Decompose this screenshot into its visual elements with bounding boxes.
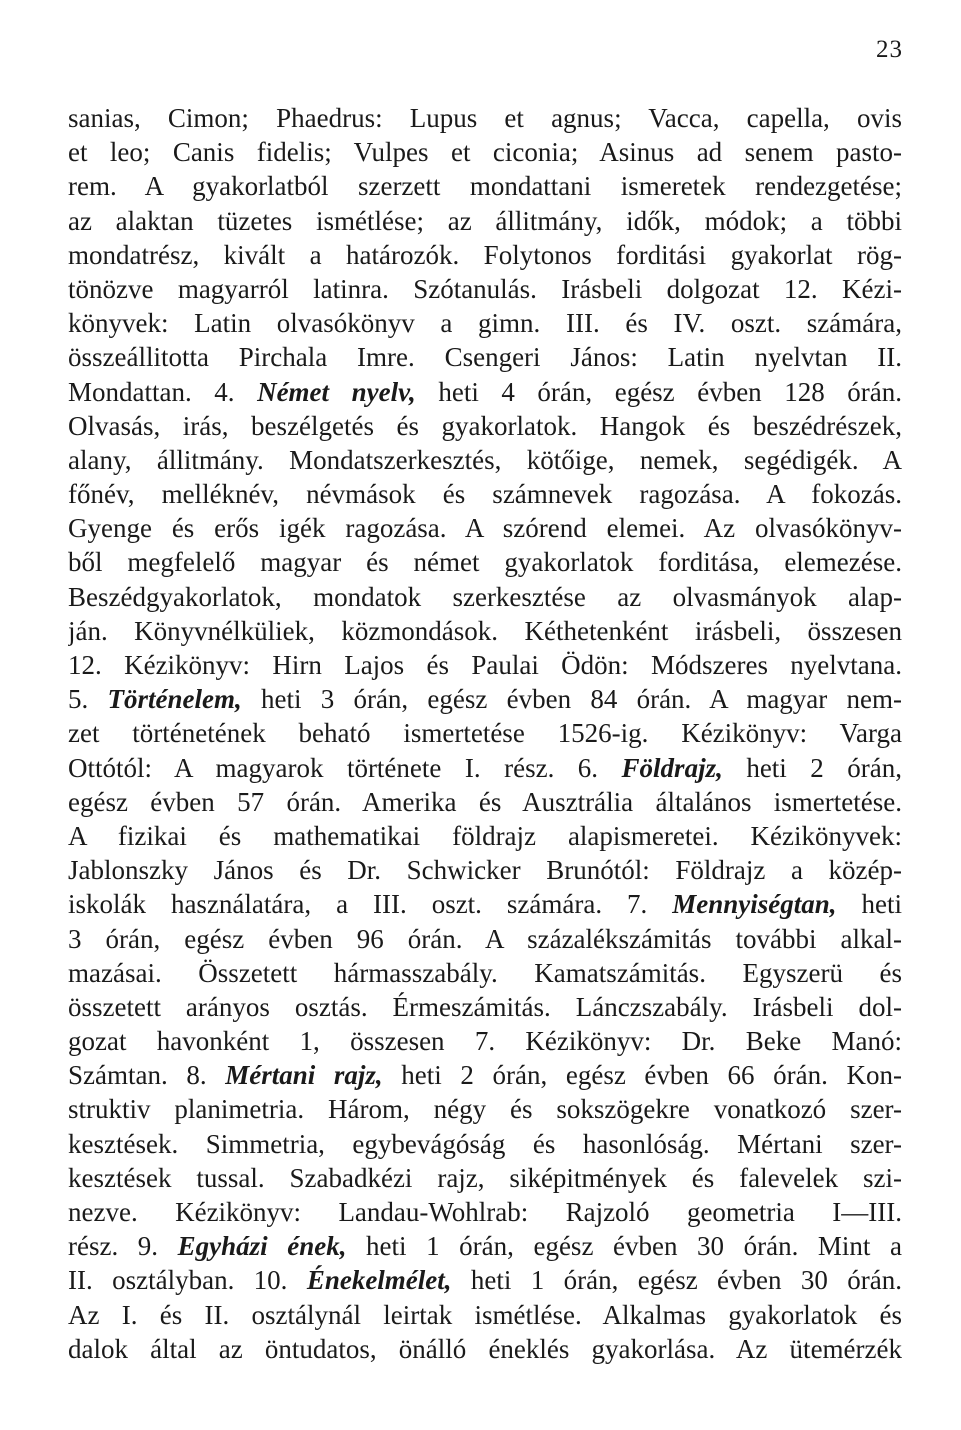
text-run: heti 2 órán, egész évben 66 órán. Kon-	[382, 1060, 902, 1091]
text-run: heti 1 órán, egész évben 30 órán. Mint a	[346, 1231, 902, 1262]
text-run: heti 3 órán, egész évben 84 órán. A magyar nem-	[241, 684, 902, 715]
text-line	[68, 716, 902, 750]
text-run: struktiv planimetria. Három, négy és sokszögekre vonatkozó szer-	[68, 1094, 902, 1125]
subject-heading: Egyházi ének,	[177, 1231, 347, 1262]
text-line	[68, 1024, 902, 1058]
text-run: könyvek: Latin olvasókönyv a gimn. III. és IV. oszt. számára,	[68, 308, 902, 339]
text-run: heti 4 órán, egész évben 128 órán.	[415, 376, 902, 407]
text-line	[68, 443, 902, 477]
text-run: Olvasás, irás, beszélgetés és gyakorlatok. Hangok és beszédrészek,	[68, 410, 902, 441]
text-line	[68, 306, 902, 340]
subject-heading: Német nyelv,	[257, 376, 416, 407]
text-line	[68, 1092, 902, 1126]
text-run: et leo; Canis fidelis; Vulpes et ciconia; Asinus ad senem pasto-	[68, 137, 902, 168]
text-run: egész évben 57 órán. Amerika és Ausztrália általános ismertetése.	[68, 786, 902, 817]
text-run: Mondattan. 4.	[68, 376, 258, 407]
text-line	[68, 922, 902, 956]
body-text	[68, 101, 902, 1366]
text-run: heti 2 órán,	[722, 752, 902, 783]
text-run: heti	[836, 889, 902, 920]
text-run: ből megfelelő magyar és német gyakorlatok forditása, elemezése.	[68, 547, 902, 578]
text-line	[68, 135, 902, 169]
subject-heading: Földrajz,	[621, 752, 723, 783]
text-line	[68, 1161, 902, 1195]
text-run: iskolák használatára, a III. oszt. számára. 7.	[68, 889, 673, 920]
text-run: A fizikai és mathematikai földrajz alapismeretei. Kézikönyvek:	[68, 820, 902, 851]
text-line	[68, 580, 902, 614]
text-run: Beszédgyakorlatok, mondatok szerkesztése az olvasmányok alap-	[68, 581, 902, 612]
text-line	[68, 101, 902, 135]
text-line	[68, 990, 902, 1024]
text-line	[68, 648, 902, 682]
text-line	[68, 238, 902, 272]
text-run: tönözve magyarról latinra. Szótanulás. Irásbeli dolgozat 12. Kézi-	[68, 273, 902, 304]
text-run: nezve. Kézikönyv: Landau-Wohlrab: Rajzoló geometria I—III.	[68, 1197, 902, 1227]
text-run: kesztések tussal. Szabadkézi rajz, siképitmények és falevelek szi-	[68, 1162, 902, 1193]
text-line	[68, 887, 902, 921]
text-line	[68, 751, 902, 785]
text-line	[68, 340, 902, 374]
text-line	[68, 204, 902, 238]
text-run: Az I. és II. osztálynál leirtak ismétlése. Alkalmas gyakorlatok és	[68, 1299, 902, 1330]
text-run: összetett arányos osztás. Érmeszámitás. Lánczszabály. Irásbeli dol-	[68, 991, 902, 1022]
text-run: alany, állitmány. Mondatszerkesztés, kötőige, nemek, segédigék. A	[68, 444, 902, 475]
text-run: zet történetének beható ismertetése 1526-ig. Kézikönyv: Varga	[68, 718, 902, 749]
text-line	[68, 1263, 902, 1297]
text-line	[68, 375, 902, 409]
text-run: mazásai. Összetett hármasszabály. Kamatszámitás. Egyszerü és	[68, 957, 902, 988]
text-run: mondatrész, kivált a határozók. Folytonos forditási gyakorlat rög-	[68, 239, 902, 270]
text-line	[68, 682, 902, 716]
text-line	[68, 1127, 902, 1161]
text-line	[68, 545, 902, 579]
text-line	[68, 1229, 902, 1263]
text-line	[68, 409, 902, 443]
text-run: rem. A gyakorlatból szerzett mondattani ismeretek rendezgetése;	[68, 171, 902, 202]
text-run: összeállitotta Pirchala Imre. Csengeri János: Latin nyelvtan II.	[68, 342, 902, 373]
subject-heading: Mértani rajz,	[225, 1060, 383, 1091]
text-run: Jablonszky János és Dr. Schwicker Brunótól: Földrajz a közép-	[68, 855, 902, 886]
text-run: Számtan. 8.	[68, 1060, 226, 1091]
text-run: 12. Kézikönyv: Hirn Lajos és Paulai Ödön: Módszeres nyelvtana.	[68, 650, 902, 680]
text-run: heti 1 órán, egész évben 30 órán.	[451, 1265, 902, 1296]
text-run: Gyenge és erős igék ragozása. A szórend elemei. Az olvasókönyv-	[68, 513, 902, 544]
subject-heading: Történelem,	[107, 684, 242, 715]
text-line	[68, 169, 902, 203]
text-line	[68, 956, 902, 990]
subject-heading: Mennyiségtan,	[672, 889, 837, 920]
text-line	[68, 272, 902, 306]
text-run: dalok által az öntudatos, önálló éneklés gyakorlása. Az ütemérzék	[68, 1333, 902, 1364]
text-run: az alaktan tüzetes ismétlése; az állitmány, idők, módok; a többi	[68, 205, 902, 236]
page-number: 23	[876, 36, 903, 63]
text-run: Ottótól: A magyarok története I. rész. 6.	[68, 752, 622, 783]
text-line	[68, 785, 902, 819]
text-run: rész. 9.	[68, 1231, 178, 1262]
text-line	[68, 1058, 902, 1092]
text-line	[68, 477, 902, 511]
text-run: 5.	[68, 684, 108, 715]
text-run: 3 órán, egész évben 96 órán. A százalékszámitás további alkal-	[68, 923, 902, 954]
text-run: sanias, Cimon; Phaedrus: Lupus et agnus; Vacca, capella, ovis	[68, 103, 902, 133]
text-line	[68, 853, 902, 887]
text-run: főnév, melléknév, névmások és számnevek ragozása. A fokozás.	[68, 479, 902, 510]
text-line	[68, 1332, 902, 1366]
text-run: ján. Könyvnélküliek, közmondások. Kéthetenként irásbeli, összesen	[68, 615, 902, 646]
text-line	[68, 511, 902, 545]
text-line	[68, 819, 902, 853]
text-run: kesztések. Simmetria, egybevágóság és hasonlóság. Mértani szer-	[68, 1128, 902, 1159]
text-line	[68, 1195, 902, 1229]
text-line	[68, 1298, 902, 1332]
text-run: gozat havonként 1, összesen 7. Kézikönyv: Dr. Beke Manó:	[68, 1026, 902, 1057]
text-run: II. osztályban. 10.	[68, 1265, 307, 1296]
subject-heading: Énekelmélet,	[306, 1265, 452, 1296]
text-line	[68, 614, 902, 648]
